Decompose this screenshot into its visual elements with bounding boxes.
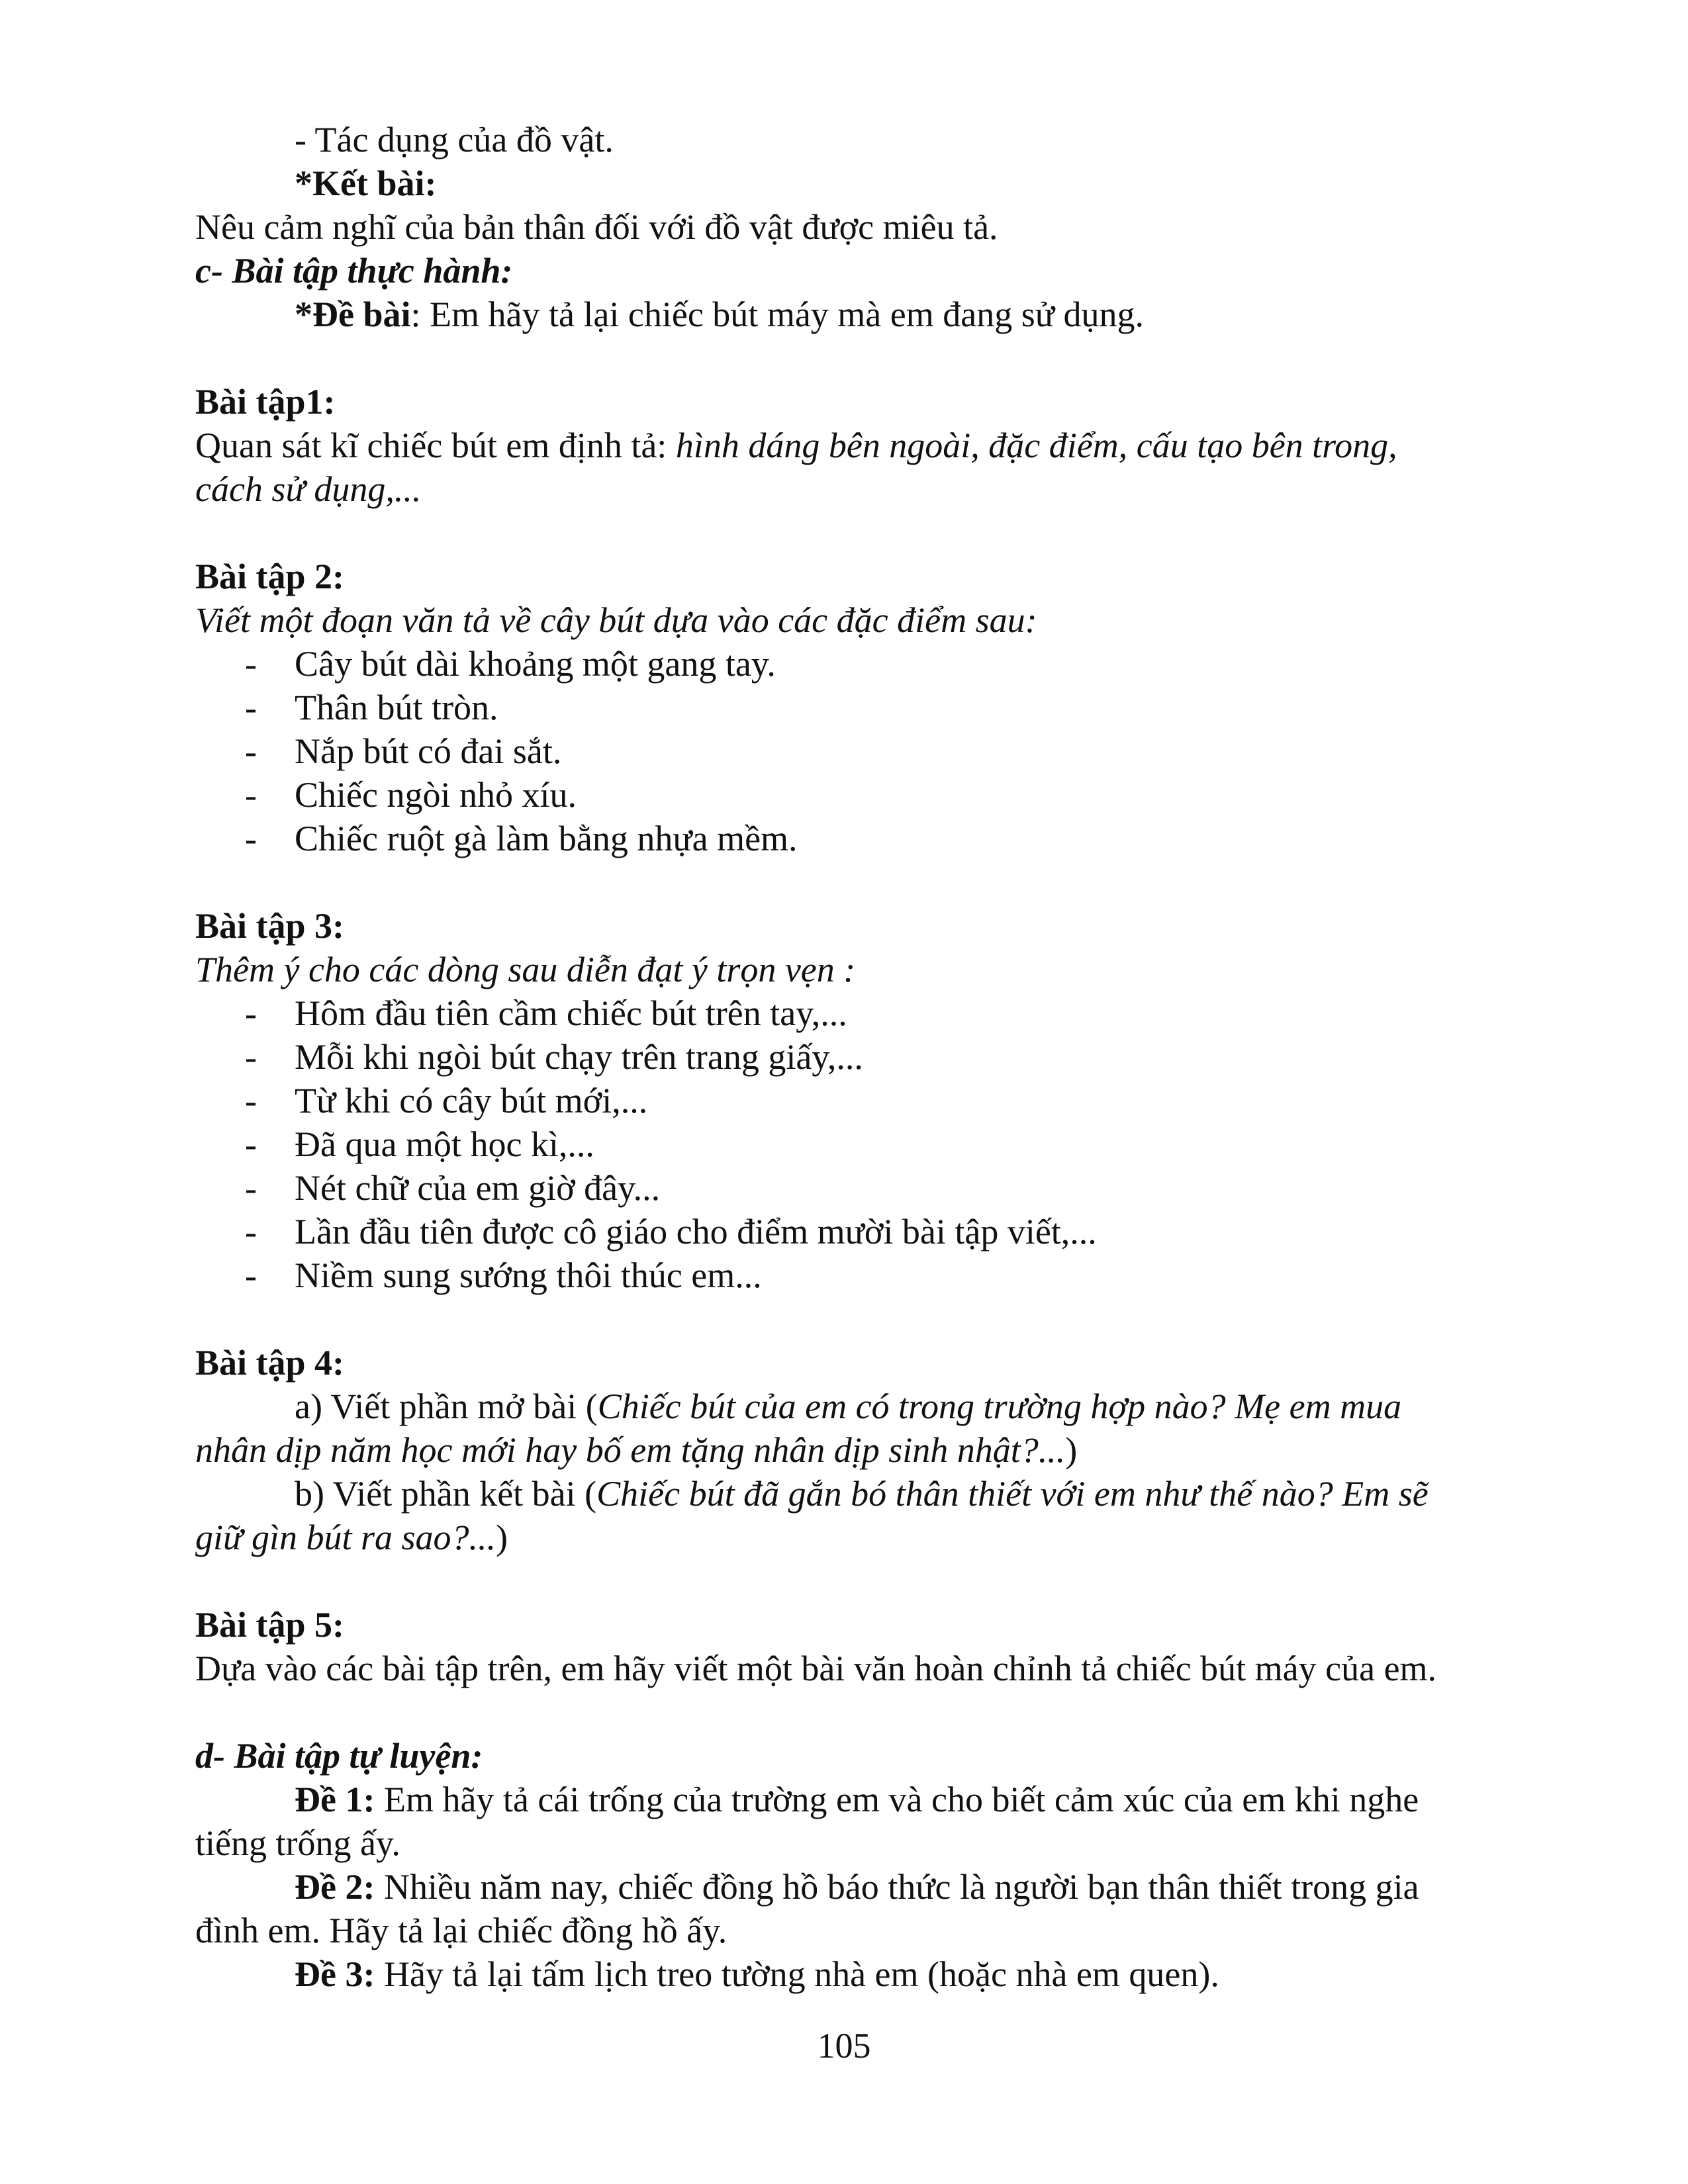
- document-page: [195, 118, 1539, 1996]
- de3-line: Đề 3: Hãy tả lại tấm lịch treo tường nhà em (hoặc nhà em quen).: [295, 1954, 1219, 1994]
- de1-line-2: tiếng trống ấy.: [195, 1823, 400, 1863]
- de-bai-line: [195, 293, 1539, 336]
- bt3-title: Bài tập 3:: [195, 906, 345, 946]
- de3-label: Đề 3:: [295, 1954, 375, 1994]
- de-bai-label: *Đề bài: [295, 295, 411, 334]
- section-c-heading: c- Bài tập thực hành:: [195, 251, 513, 291]
- list-item: - Từ khi có cây bút mới,...: [245, 1081, 648, 1120]
- ket-bai-text: Nêu cảm nghĩ của bản thân đối với đồ vật được miêu tả.: [195, 207, 998, 247]
- bt2-list: [195, 642, 1539, 860]
- bt5-text: Dựa vào các bài tập trên, em hãy viết một bài văn hoàn chỉnh tả chiếc bút máy của em.: [195, 1649, 1437, 1688]
- page-number: 105: [817, 2026, 871, 2066]
- list-item: - Đã qua một học kì,...: [245, 1124, 594, 1164]
- bt4-title: Bài tập 4:: [195, 1343, 345, 1383]
- list-item: - Lần đầu tiên được cô giáo cho điểm mười bài tập viết,...: [245, 1212, 1097, 1251]
- list-item: - Hôm đầu tiên cầm chiếc bút trên tay,...: [245, 993, 847, 1033]
- de1-line-1: Đề 1: Em hãy tả cái trống của trường em và cho biết cảm xúc của em khi nghe: [295, 1780, 1419, 1819]
- bt1-text-line-2: cách sử dụng,...: [195, 469, 422, 509]
- section-d-heading: d- Bài tập tự luyện:: [195, 1736, 483, 1776]
- bt5-title: Bài tập 5:: [195, 1605, 345, 1645]
- list-item: - Niềm sung sướng thôi thúc em...: [245, 1255, 762, 1295]
- list-item: - Mỗi khi ngòi bút chạy trên trang giấy,...: [245, 1037, 863, 1077]
- list-item: - Nắp bút có đai sắt.: [245, 731, 562, 771]
- bt2-instruction: Viết một đoạn văn tả về cây bút dựa vào các đặc điểm sau:: [195, 600, 1037, 640]
- bt1-title: Bài tập1:: [195, 382, 336, 422]
- bt4-b-line-2: giữ gìn bút ra sao?...): [195, 1518, 508, 1557]
- intro-item-usage: - Tác dụng của đồ vật.: [295, 120, 614, 159]
- bt4-a-line-2: nhân dịp năm học mới hay bố em tặng nhân dịp sinh nhật?...): [195, 1430, 1078, 1470]
- de2-line-2: đình em. Hãy tả lại chiếc đồng hồ ấy.: [195, 1911, 727, 1950]
- list-item: - Thân bút tròn.: [245, 688, 498, 727]
- bt2-title: Bài tập 2:: [195, 557, 345, 596]
- de-bai-text: : Em hãy tả lại chiếc bút máy mà em đang sử dụng.: [410, 295, 1144, 334]
- list-item: - Nét chữ của em giờ đây...: [245, 1168, 661, 1208]
- bt4-a-line-1: a) Viết phần mở bài (Chiếc bút của em có trong trường hợp nào? Mẹ em mua: [295, 1387, 1402, 1426]
- list-item: - Cây bút dài khoảng một gang tay.: [245, 644, 776, 684]
- bt3-instruction: Thêm ý cho các dòng sau diễn đạt ý trọn vẹn :: [195, 950, 856, 989]
- ket-bai-heading: *Kết bài:: [295, 163, 437, 203]
- bt1-text-line-1: Quan sát kĩ chiếc bút em định tả: hình dáng bên ngoài, đặc điểm, cấu tạo bên trong,: [195, 426, 1397, 465]
- de1-label: Đề 1:: [295, 1780, 375, 1819]
- de2-label: Đề 2:: [295, 1867, 375, 1907]
- list-item: - Chiếc ngòi nhỏ xíu.: [245, 775, 577, 815]
- bt3-list: [195, 991, 1539, 1297]
- bt4-b-line-1: b) Viết phần kết bài (Chiếc bút đã gắn bó thân thiết với em như thế nào? Em sẽ: [295, 1474, 1429, 1514]
- de2-line-1: Đề 2: Nhiều năm nay, chiếc đồng hồ báo thức là người bạn thân thiết trong gia: [295, 1867, 1419, 1907]
- list-item: - Chiếc ruột gà làm bằng nhựa mềm.: [245, 819, 798, 858]
